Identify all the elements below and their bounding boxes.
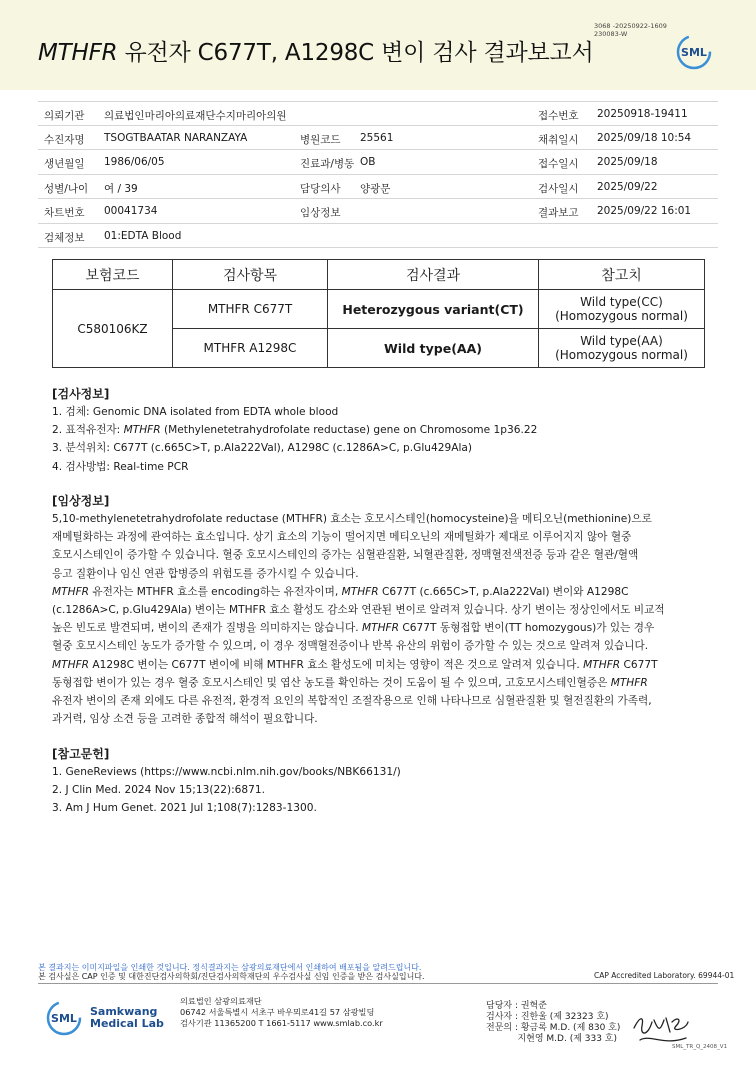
report-date-label: 결과보고 — [538, 207, 579, 219]
clinical-line — [52, 656, 665, 674]
address-line: 06742 서울특별시 서초구 바우뫼로41길 57 삼광빌딩 — [180, 1007, 375, 1017]
test-result: Heterozygous variant(CT) — [328, 290, 539, 329]
print-notice: 본 결과지는 이미지파일을 인쇄한 것입니다. 정식결과지는 삼광의료재단에서 인쇄하여 배포됨을 알려드립니다. — [38, 963, 422, 972]
specimen-label: 검체정보 — [44, 231, 85, 244]
reference-line2: (Homozygous normal) — [555, 309, 688, 323]
table-header-row — [53, 260, 705, 290]
clinical-line: 호모시스테인이 증가할 수 있습니다. 혈중 호모시스테인의 증가는 심혈관질환, 뇌혈관질환, 정맥혈전색전증 등과 같은 혈관/혈액 — [52, 549, 639, 562]
reference-item: 2. J Clin Med. 2024 Nov 15;13(22):6871. — [52, 784, 265, 797]
info-row — [38, 150, 718, 175]
section-heading: [참고문헌] — [52, 747, 110, 761]
info-row — [38, 101, 718, 126]
report-date-value: 2025/09/22 16:01 — [597, 205, 692, 217]
gene-italic: MTHFR — [52, 585, 90, 598]
reference-line1: Wild type(AA) — [580, 334, 663, 348]
insurance-code: C580106KZ — [53, 290, 173, 368]
clinical-line — [52, 583, 665, 601]
receipt-no-value: 20250918-19411 — [597, 108, 688, 120]
test-date-value: 2025/09/22 — [597, 180, 658, 193]
staff-line: 전문의 : 황금록 M.D. (제 830 호) — [486, 1023, 621, 1033]
section-heading: [검사정보] — [52, 387, 110, 401]
clinical-info-section — [52, 492, 665, 728]
text-span: 높은 빈도로 발견되며, 변이의 존재가 질병을 의미하지는 않습니다. — [52, 622, 362, 635]
address-line: 의료법인 삼광의료재단 — [180, 996, 262, 1006]
patient-name-label: 수진자명 — [44, 133, 85, 146]
institution-label: 의뢰기관 — [44, 110, 85, 122]
test-info-line: 3. 분석위치: C677T (c.665C>T, p.Ala222Val), A1298C (c.1286A>C, p.Glu429Ala) — [52, 442, 473, 455]
reference-value — [539, 329, 705, 368]
result-table — [52, 259, 705, 368]
title-text: 유전자 C677T, A1298C 변이 검사 결과보고서 — [117, 40, 594, 66]
title-gene: MTHFR — [38, 40, 118, 66]
test-item: MTHFR A1298C — [173, 329, 328, 368]
company-name — [90, 1006, 164, 1030]
chart-no-value: 00041734 — [104, 205, 158, 217]
staff-line: 담당자 : 권혁준 — [486, 1001, 547, 1011]
patient-info — [38, 101, 718, 248]
receipt-date-label: 접수일시 — [538, 158, 579, 170]
clinical-line — [52, 619, 665, 637]
reference-line1: Wild type(CC) — [580, 295, 663, 309]
gene-italic: MTHFR — [361, 622, 400, 635]
test-date-label: 검사일시 — [538, 182, 579, 195]
birth-label: 생년월일 — [44, 158, 85, 170]
staff-line: 지현영 M.D. (제 333 호) — [486, 1034, 618, 1044]
doc-code-line1: 3068 -20250922-1609 — [594, 22, 667, 30]
receipt-no-label: 접수번호 — [538, 110, 579, 122]
hospital-code-label: 병원코드 — [300, 133, 341, 146]
reference-item: 3. Am J Hum Genet. 2021 Jul 1;108(7):1283-1300. — [52, 802, 317, 815]
specimen-value: 01:EDTA Blood — [104, 229, 182, 242]
dept-label: 진료과/병동 — [300, 158, 355, 170]
test-info-line — [52, 421, 537, 439]
accreditation-notice: 본 검사실은 CAP 인증 및 대한진단검사의학회/진단검사의학재단의 우수검사실 신임 인증을 받은 검사실입니다. — [38, 972, 425, 981]
info-row — [38, 126, 718, 151]
header-test-item: 검사항목 — [173, 260, 328, 290]
clinical-line: (c.1286A>C, p.Glu429Ala) 변이는 MTHFR 효소 활성도 감소와 연관된 변이로 알려져 있습니다. 상기 변이는 정상인에서도 비교적 — [52, 604, 665, 617]
text-span: C677T 동형접합 변이(TT homozygous)가 있는 경우 — [399, 622, 655, 635]
page-title — [38, 34, 594, 67]
footer-logo-text: SML — [51, 1012, 77, 1025]
clinical-line: 유전자 변이의 존재 외에도 다른 유전적, 환경적 요인의 복합적인 조절작용으로 인해 나타나므로 심혈관질환 및 혈전질환의 가족력, — [52, 695, 652, 708]
doctor-value: 양광문 — [360, 182, 391, 195]
reference-line2: (Homozygous normal) — [555, 348, 688, 362]
clinical-line: 재메틸화하는 과정에 관여하는 효소입니다. 상기 효소의 기능이 떨어지면 메티오닌의 재메틸화가 제대로 이루어지지 않아 혈중 — [52, 531, 632, 544]
clinical-line — [52, 674, 665, 692]
test-item: MTHFR C677T — [173, 290, 328, 329]
collection-date-label: 채취일시 — [538, 133, 579, 146]
reference-item: 1. GeneReviews (https://www.ncbi.nlm.nih.gov/books/NBK66131/) — [52, 766, 401, 778]
staff-list — [486, 1001, 620, 1045]
collection-date-value: 2025/09/18 10:54 — [597, 131, 692, 144]
clinical-line: 5,10-methylenetetrahydrofolate reductase (MTHFR) 효소는 호모시스테인(homocysteine)을 메티오닌(methionine)으로 — [52, 513, 652, 525]
text-span: 동형접합 변이가 있는 경우 혈중 호모시스테인 및 엽산 농도를 확인하는 것이 도움이 될 수 있으며, 고호모시스테인혈증은 — [52, 676, 611, 689]
gene-italic: MTHFR — [583, 658, 621, 671]
sex-age-label: 성별/나이 — [44, 182, 89, 195]
chart-no-label: 차트번호 — [44, 207, 85, 219]
clinical-line: 응고 질환이나 임신 연관 합병증의 위험도를 증가시킬 수 있습니다. — [52, 567, 359, 580]
header-insurance-code: 보험코드 — [53, 260, 173, 290]
text-span: 유전자는 MTHFR 효소를 encoding하는 유전자이며, — [89, 585, 342, 598]
logo-text: SML — [681, 46, 707, 59]
document-code — [594, 22, 667, 38]
text-span: 2. 표적유전자: — [52, 424, 124, 437]
hospital-code-value: 25561 — [360, 131, 394, 144]
institution-value: 의료법인마리아의료재단수지마리아의원 — [104, 110, 287, 122]
company-line1: Samkwang — [90, 1005, 158, 1018]
reference-value — [539, 290, 705, 329]
patient-name-value: TSOGTBAATAR NARANZAYA — [104, 131, 248, 144]
signature-icon — [630, 1010, 692, 1048]
header-reference: 참고치 — [539, 260, 705, 290]
sml-logo-icon — [672, 34, 716, 70]
test-info-line: 1. 검체: Genomic DNA isolated from EDTA whole blood — [52, 406, 339, 418]
text-span: C677T (c.665C>T, p.Ala222Val) 변이와 A1298C — [378, 585, 629, 598]
info-row — [38, 224, 718, 249]
sml-footer-logo-icon — [42, 1000, 86, 1036]
doctor-label: 담당의사 — [300, 182, 341, 195]
footer-notice — [38, 963, 425, 981]
birth-value: 1986/06/05 — [104, 156, 165, 168]
clinical-line: 혈중 호모시스테인 농도가 증가할 수 있으며, 이 경우 정맥혈전증이나 반복 유산의 위험이 증가할 수 있는 것으로 알려져 있습니다. — [52, 640, 649, 653]
gene-italic: MTHFR — [610, 676, 648, 689]
header-test-result: 검사결과 — [328, 260, 539, 290]
receipt-date-value: 2025/09/18 — [597, 156, 658, 168]
text-span: C677T — [620, 658, 658, 671]
form-code: SML_TR_Q_2408_V1 — [672, 1044, 728, 1050]
gene-italic: MTHFR — [341, 585, 379, 598]
test-info-line: 4. 검사방법: Real-time PCR — [52, 460, 189, 473]
text-span: A1298C 변이는 C677T 변이에 비해 MTHFR 효소 활성도에 미치는 영향이 적은 것으로 알려져 있습니다. — [89, 658, 584, 671]
footer-divider — [38, 983, 718, 984]
company-line2: Medical Lab — [90, 1017, 164, 1030]
company-address — [180, 996, 383, 1029]
gene-italic: MTHFR — [52, 658, 90, 671]
staff-line: 검사자 : 진한울 (제 32323 호) — [486, 1012, 609, 1022]
test-result: Wild type(AA) — [328, 329, 539, 368]
text-span: (Methylenetetrahydrofolate reductase) gene on Chromosome 1p36.22 — [160, 424, 538, 437]
test-info-section — [52, 385, 537, 476]
info-row — [38, 175, 718, 200]
gene-italic: MTHFR — [123, 424, 161, 437]
address-line: 검사기관 11365200 T 1661-5117 www.smlab.co.kr — [180, 1018, 383, 1028]
doc-code-line2: 230083-W — [594, 30, 628, 38]
clinical-info-label: 임상정보 — [300, 207, 341, 219]
section-heading: [임상정보] — [52, 494, 110, 508]
cap-accreditation: CAP Accredited Laboratory. 69944-01 — [594, 971, 735, 980]
info-row — [38, 199, 718, 224]
dept-value: OB — [360, 156, 376, 168]
sex-age-value: 여 / 39 — [104, 182, 138, 195]
references-section — [52, 745, 401, 818]
table-row — [53, 290, 705, 329]
clinical-line: 과거력, 임상 소견 등을 고려한 종합적 해석이 필요합니다. — [52, 713, 318, 726]
